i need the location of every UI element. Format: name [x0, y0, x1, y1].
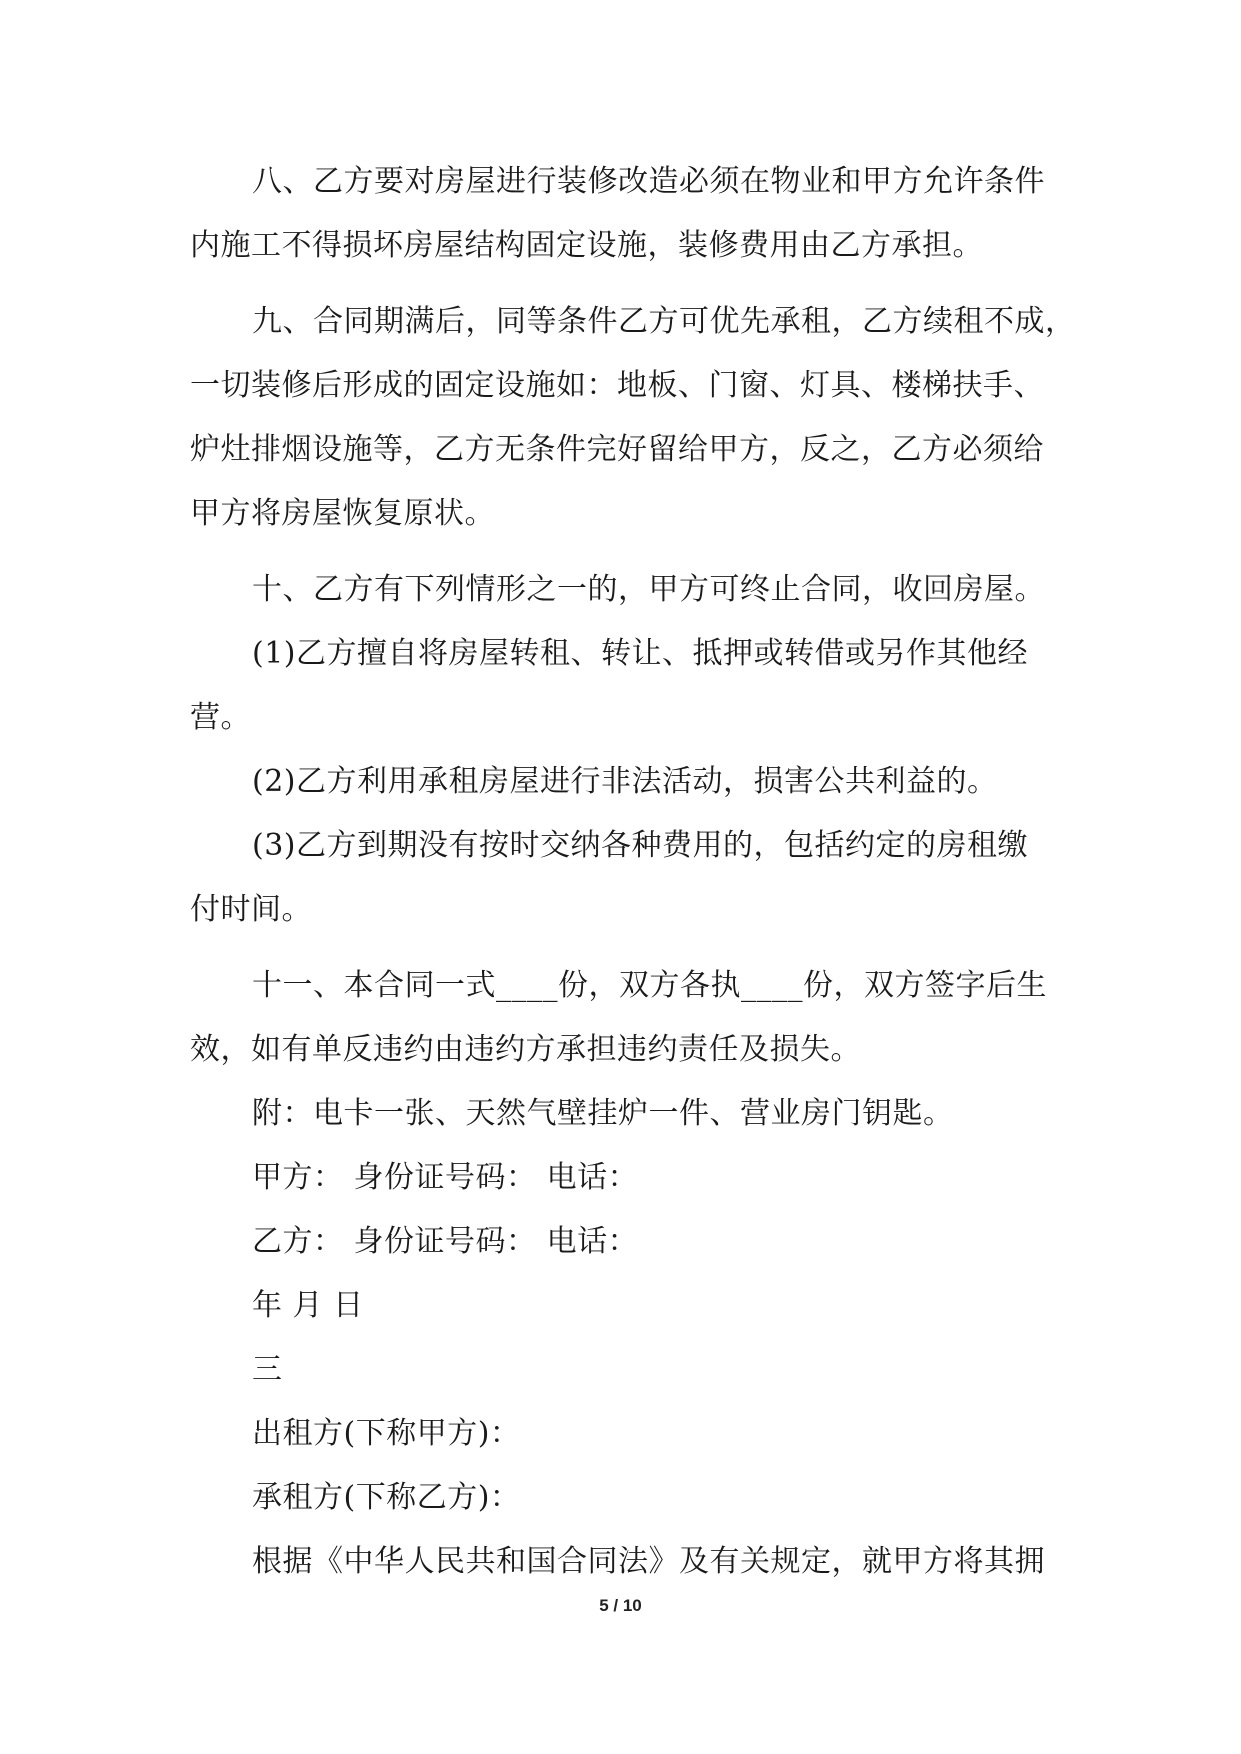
clause-11-line-1: 十一、本合同一式____份，双方各执____份，双方签字后生 [252, 968, 1047, 1003]
section-three-heading: 三 [252, 1352, 283, 1387]
party-b-signature-line: 乙方： 身份证号码： 电话： [252, 1224, 639, 1259]
item-1-line-1: (1)乙方擅自将房屋转租、转让、抵押或转借或另作其他经 [252, 636, 1028, 671]
clause-9-line-1: 九、合同期满后，同等条件乙方可优先承租，乙方续租不成， [252, 304, 1076, 339]
clause-8-line-1: 八、乙方要对房屋进行装修改造必须在物业和甲方允许条件 [252, 164, 1045, 199]
clause-11-line-2: 效，如有单反违约由违约方承担违约责任及损失。 [190, 1032, 861, 1067]
party-a-signature-line: 甲方： 身份证号码： 电话： [252, 1160, 639, 1195]
item-2-line: (2)乙方利用承租房屋进行非法活动，损害公共利益的。 [252, 764, 998, 799]
clause-9-line-2: 一切装修后形成的固定设施如：地板、门窗、灯具、楼梯扶手、 [190, 368, 1044, 403]
date-line: 年 月 日 [252, 1288, 364, 1323]
attachment-line: 附：电卡一张、天然气壁挂炉一件、营业房门钥匙。 [252, 1096, 954, 1131]
clause-8-line-2: 内施工不得损坏房屋结构固定设施，装修费用由乙方承担。 [190, 228, 983, 263]
lessor-line: 出租方(下称甲方)： [252, 1416, 521, 1451]
clause-9-line-4: 甲方将房屋恢复原状。 [190, 496, 495, 531]
clause-10-line: 十、乙方有下列情形之一的，甲方可终止合同，收回房屋。 [252, 572, 1045, 607]
page-number: 5 / 10 [599, 1596, 642, 1615]
item-1-line-2: 营。 [190, 700, 251, 735]
lessee-line: 承租方(下称乙方)： [252, 1480, 521, 1515]
item-3-line-1: (3)乙方到期没有按时交纳各种费用的，包括约定的房租缴 [252, 828, 1028, 863]
preamble-line: 根据《中华人民共和国合同法》及有关规定，就甲方将其拥 [252, 1544, 1045, 1579]
clause-9-line-3: 炉灶排烟设施等，乙方无条件完好留给甲方，反之，乙方必须给 [190, 432, 1044, 467]
item-3-line-2: 付时间。 [190, 892, 312, 927]
